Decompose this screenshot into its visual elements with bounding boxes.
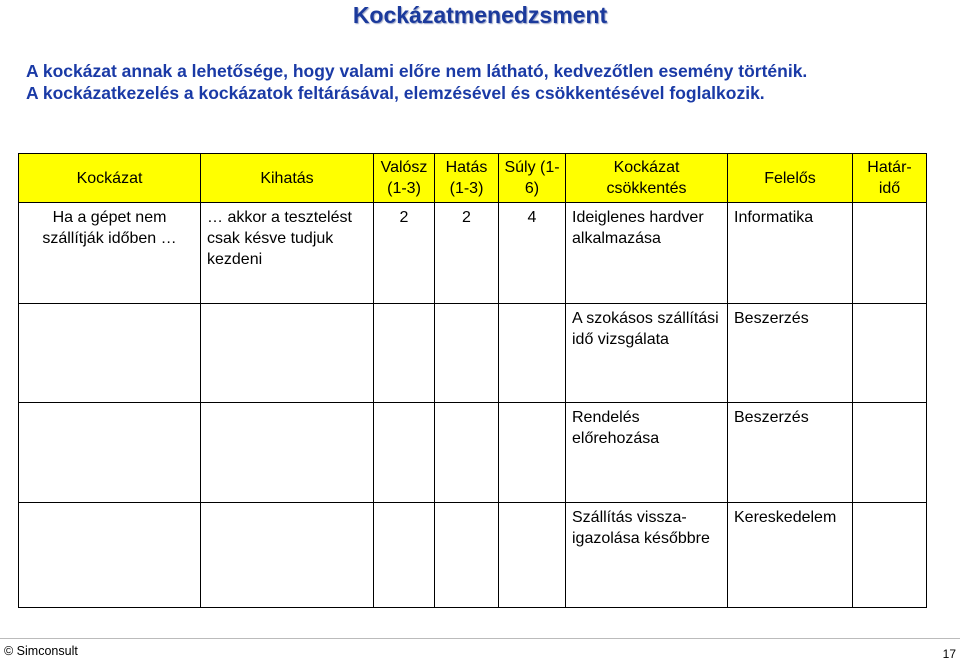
table-cell	[435, 304, 499, 403]
page-title: Kockázatmenedzsment	[352, 2, 608, 28]
risk-table	[18, 153, 927, 608]
table-cell	[19, 503, 201, 608]
table-cell	[853, 304, 927, 403]
table-cell: 2	[435, 203, 499, 304]
table-cell: Rendelés előrehozása	[566, 403, 728, 503]
header-kockazat: Kockázat	[19, 154, 201, 203]
header-suly: Súly (1-6)	[499, 154, 566, 203]
header-valosz: Valósz (1-3)	[374, 154, 435, 203]
table-cell	[19, 403, 201, 503]
table-cell	[201, 304, 374, 403]
header-kockazat-csokkentes: Kockázat csökkentés	[566, 154, 728, 203]
table-cell	[374, 503, 435, 608]
intro-line-2: A kockázatkezelés a kockázatok feltárásával, elemzésével és csökkentésével foglalkozik.	[26, 83, 765, 103]
table-cell	[374, 304, 435, 403]
table-cell: A szokásos szállítási idő vizsgálata	[566, 304, 728, 403]
table-cell	[853, 203, 927, 304]
table-cell	[499, 503, 566, 608]
copyright-text: © Simconsult	[4, 644, 78, 658]
intro-line-1: A kockázat annak a lehetősége, hogy valami előre nem látható, kedvezőtlen esemény történik.	[26, 61, 808, 81]
table-cell: 4	[499, 203, 566, 304]
intro-text	[26, 60, 946, 104]
table-cell	[201, 403, 374, 503]
table-cell	[499, 403, 566, 503]
table-cell	[853, 403, 927, 503]
table-cell	[435, 503, 499, 608]
table-cell: Informatika	[728, 203, 853, 304]
table-header-row	[19, 154, 927, 203]
table-cell: … akkor a tesztelést csak késve tudjuk kezdeni	[201, 203, 374, 304]
footer-divider	[0, 638, 960, 639]
table-row	[19, 203, 927, 304]
header-felelos: Felelős	[728, 154, 853, 203]
header-hatas: Hatás (1-3)	[435, 154, 499, 203]
page-number: 17	[942, 647, 956, 661]
table-cell	[499, 304, 566, 403]
table-row	[19, 503, 927, 608]
table-cell: Beszerzés	[728, 403, 853, 503]
table-cell: 2	[374, 203, 435, 304]
table-cell	[201, 503, 374, 608]
table-cell	[374, 403, 435, 503]
table-cell: Ha a gépet nem szállítják időben …	[19, 203, 201, 304]
header-hatarido: Határ-idő	[853, 154, 927, 203]
table-cell	[853, 503, 927, 608]
table-row	[19, 403, 927, 503]
table-cell: Kereskedelem	[728, 503, 853, 608]
table-cell: Szállítás vissza-igazolása későbbre	[566, 503, 728, 608]
header-kihatas: Kihatás	[201, 154, 374, 203]
table-row	[19, 304, 927, 403]
table-cell: Beszerzés	[728, 304, 853, 403]
table-cell: Ideiglenes hardver alkalmazása	[566, 203, 728, 304]
table-cell	[435, 403, 499, 503]
table-cell	[19, 304, 201, 403]
